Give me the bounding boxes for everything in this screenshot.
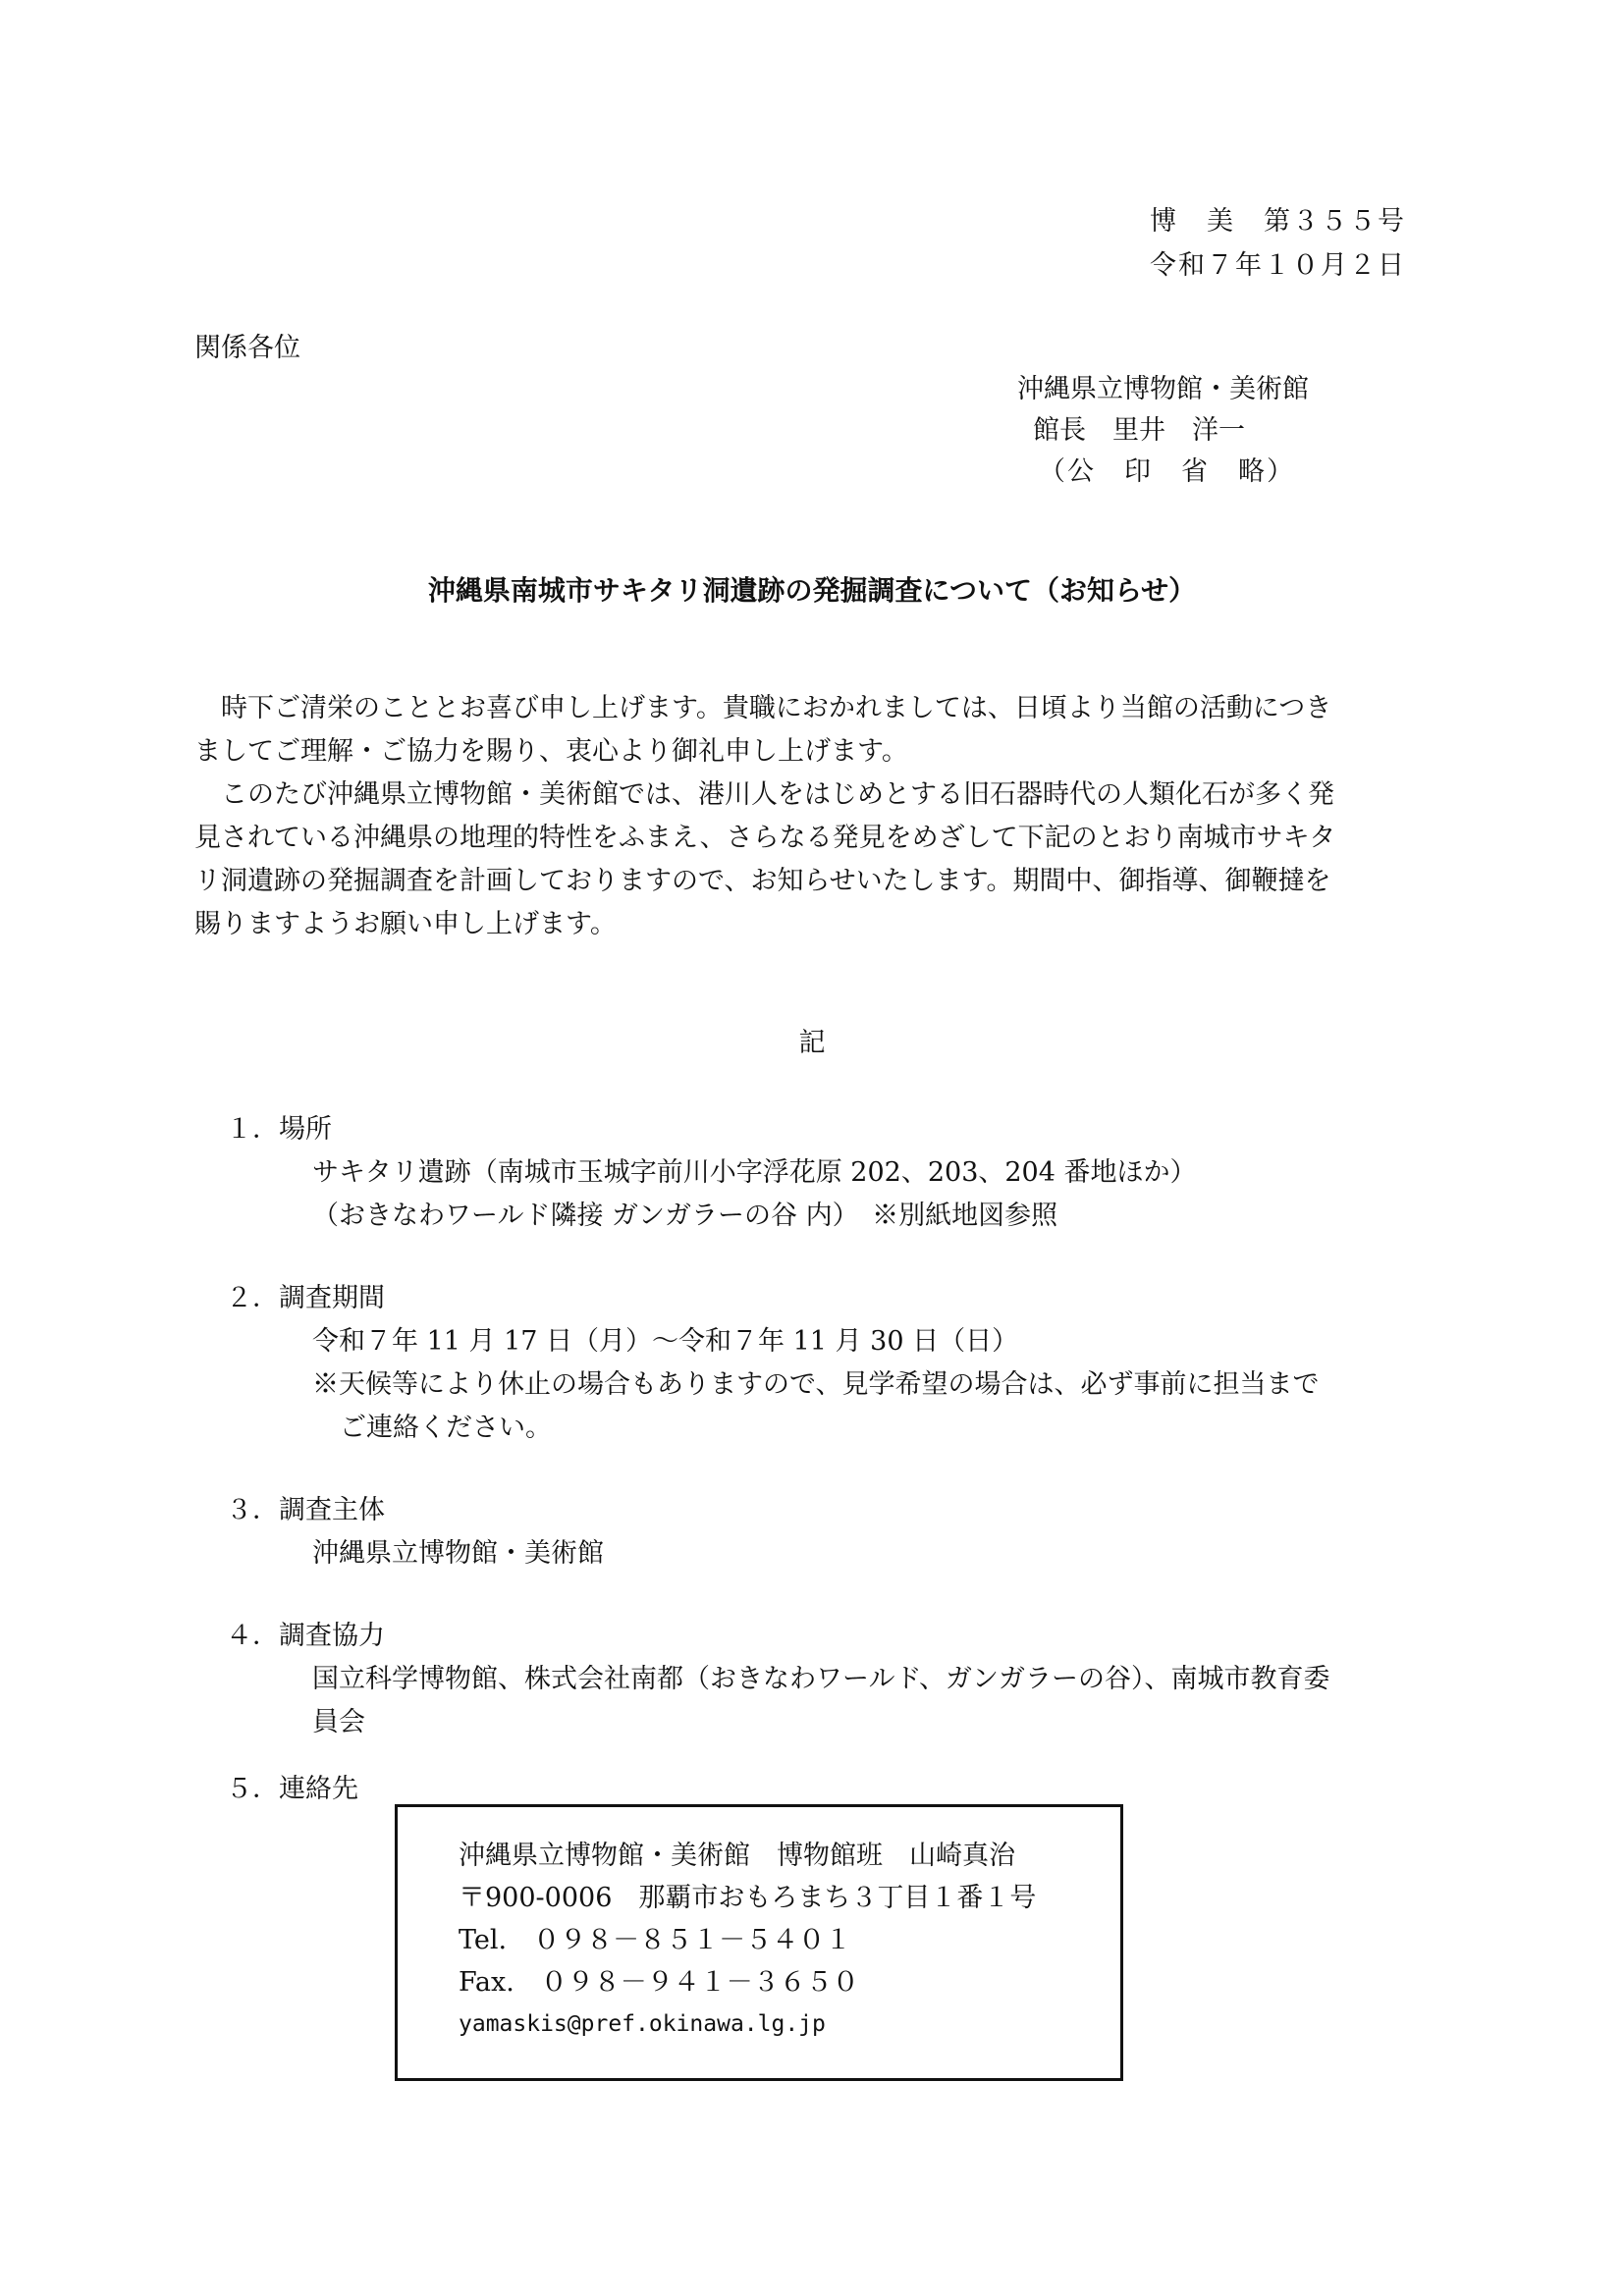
body-line: 見されている沖縄県の地理的特性をふまえ、さらなる発見をめざして下記のとおり南城市サキタ bbox=[194, 823, 1336, 853]
contact-email[interactable]: yamaskis@pref.okinawa.lg.jp bbox=[459, 2011, 826, 2037]
sender-organization: 沖縄県立博物館・美術館 bbox=[1017, 374, 1309, 404]
contact-tel: Tel. ０９８－８５１－５４０１ bbox=[459, 1925, 852, 1955]
body-text bbox=[194, 687, 1434, 946]
section-organizer-line: 沖縄県立博物館・美術館 bbox=[312, 1538, 604, 1569]
section-place-line: サキタリ遺跡（南城市玉城字前川小字浮花原 202、203、204 番地ほか） bbox=[312, 1157, 1197, 1188]
section-place-line: （おきなわワールド隣接 ガンガラーの谷 内） ※別紙地図参照 bbox=[312, 1201, 1058, 1231]
document-number: 博 美 第３５５号 bbox=[1150, 206, 1406, 237]
section-cooperation-line: 国立科学博物館、株式会社南都（おきなわワールド、ガンガラーの谷）、南城市教育委 bbox=[312, 1664, 1330, 1694]
section-cooperation-heading: ４．調査協力 bbox=[226, 1621, 385, 1651]
contact-address: 〒900-0006 那覇市おもろまち３丁目１番１号 bbox=[459, 1883, 1037, 1913]
section-organizer-heading: ３．調査主体 bbox=[226, 1495, 385, 1525]
section-period-line: ご連絡ください。 bbox=[340, 1413, 552, 1443]
section-period-line: 令和７年 11 月 17 日（月）～令和７年 11 月 30 日（日） bbox=[312, 1326, 1019, 1357]
addressee: 関係各位 bbox=[194, 333, 300, 363]
body-line: 時下ご清栄のこととお喜び申し上げます。貴職におかれましては、日頃より当館の活動につき bbox=[221, 693, 1332, 723]
ki-heading: 記 bbox=[798, 1028, 826, 1058]
section-place-heading: １．場所 bbox=[226, 1114, 332, 1145]
contact-box bbox=[395, 1804, 1123, 2081]
seal-omitted-note: （公 印 省 略） bbox=[1039, 456, 1295, 487]
body-line: 賜りますようお願い申し上げます。 bbox=[194, 909, 617, 939]
body-line: ましてご理解・ご協力を賜り、衷心より御礼申し上げます。 bbox=[194, 736, 908, 767]
body-line: このたび沖縄県立博物館・美術館では、港川人をはじめとする旧石器時代の人類化石が多く発 bbox=[221, 779, 1334, 810]
section-cooperation-line: 員会 bbox=[312, 1707, 365, 1737]
body-line: リ洞遺跡の発掘調査を計画しておりますので、お知らせいたします。期間中、御指導、御鞭撻を bbox=[194, 866, 1331, 896]
section-period-heading: ２．調査期間 bbox=[226, 1283, 385, 1313]
sender-name: 館長 里井 洋一 bbox=[1033, 415, 1245, 446]
document-title: 沖縄県南城市サキタリ洞遺跡の発掘調査について（お知らせ） bbox=[427, 574, 1197, 607]
section-contact-heading: ５．連絡先 bbox=[226, 1774, 358, 1804]
document-date: 令和７年１０月２日 bbox=[1150, 250, 1406, 281]
contact-person: 沖縄県立博物館・美術館 博物館班 山崎真治 bbox=[459, 1841, 1015, 1871]
section-period-line: ※天候等により休止の場合もありますので、見学希望の場合は、必ず事前に担当まで bbox=[312, 1369, 1320, 1400]
contact-fax: Fax. ０９８－９４１－３６５０ bbox=[459, 1967, 859, 1998]
